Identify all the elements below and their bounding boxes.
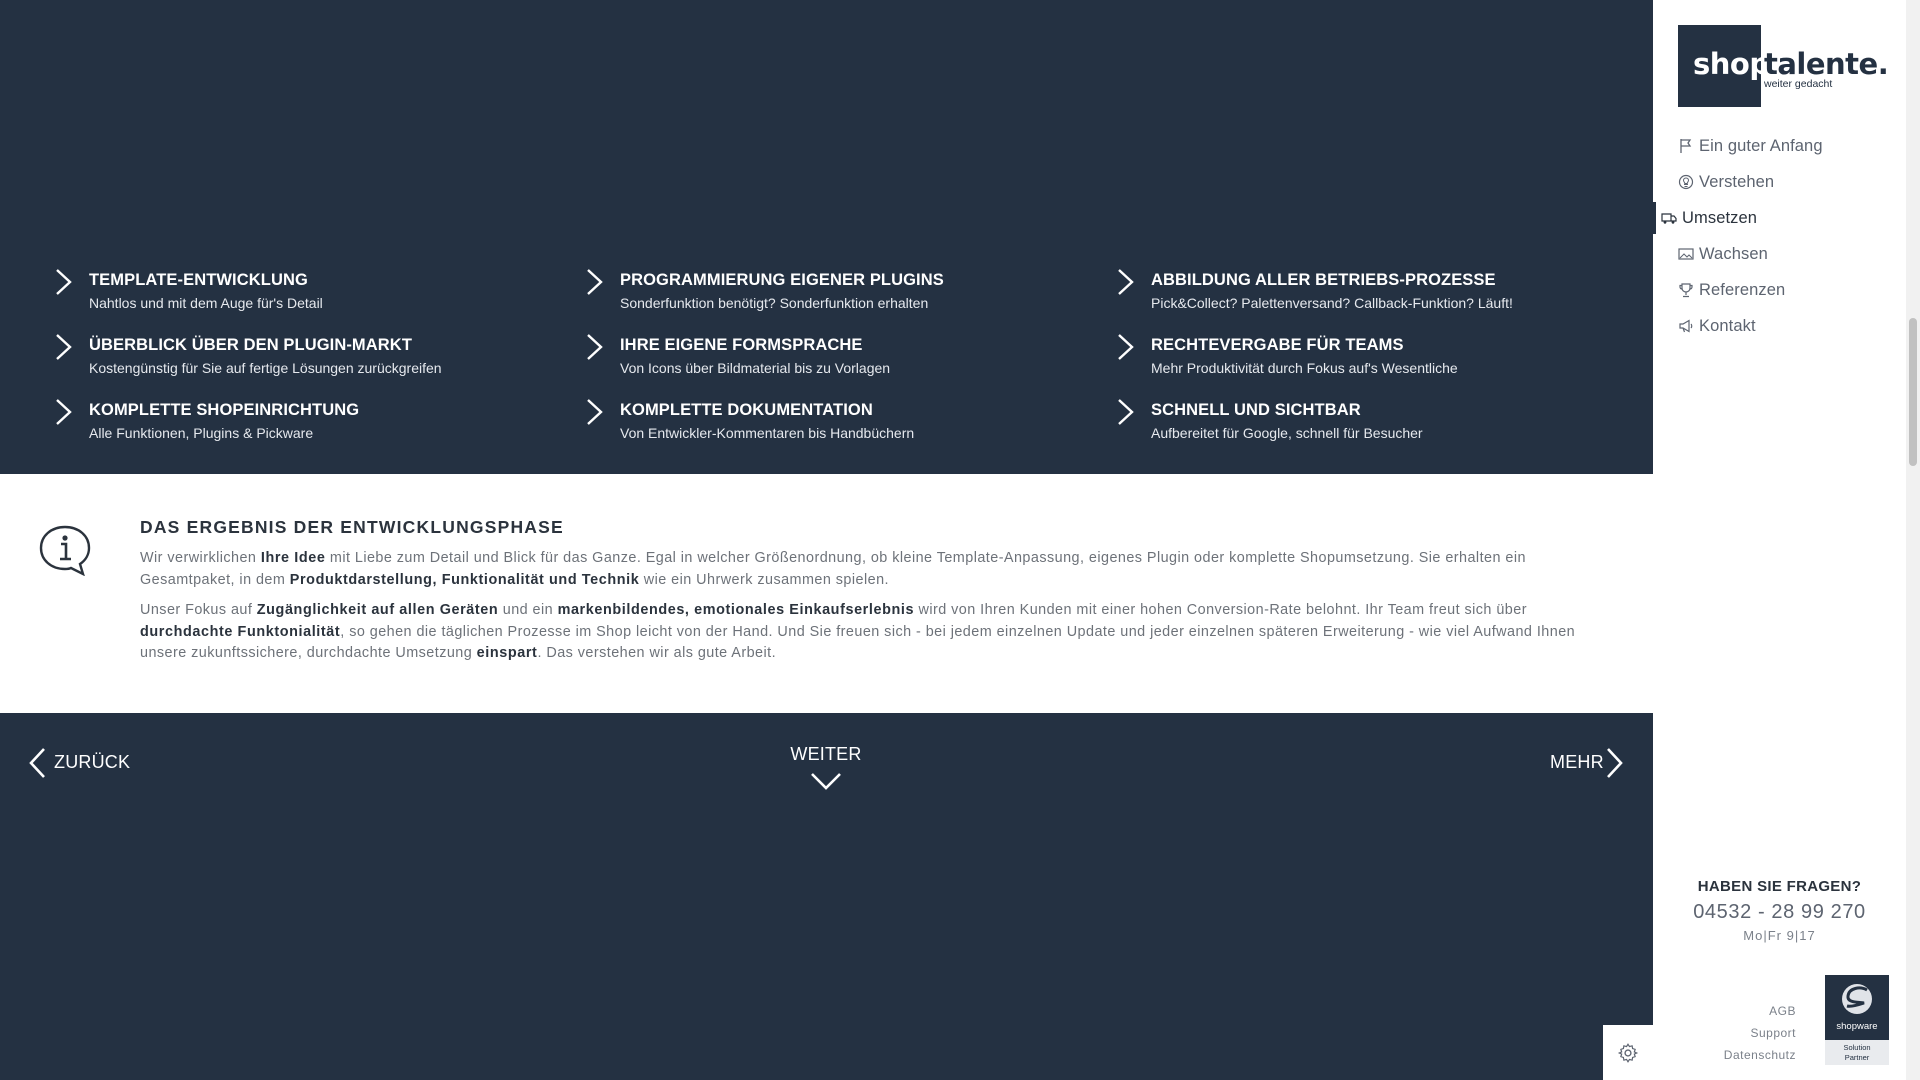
feature-desc: Pick&Collect? Palettenversand? Callback-Funktion? Läuft! [1151, 295, 1513, 311]
logo-claim: weiter gedacht [1764, 78, 1833, 90]
chevron-down-icon [809, 771, 843, 791]
feature-title: ÜBERBLICK ÜBER DEN PLUGIN-MARKT [89, 336, 413, 354]
feature-desc: Sonderfunktion benötigt? Sonderfunktion erhalten [620, 295, 929, 311]
next-label: WEITER [790, 744, 862, 764]
datenschutz-link[interactable]: Datenschutz [1723, 1048, 1796, 1062]
info-speech-bubble-icon [38, 524, 92, 576]
menu-item-ein-guter-anfang[interactable] [1678, 134, 1823, 158]
trophy-icon [1678, 282, 1694, 298]
contact-box [1653, 878, 1906, 943]
support-link[interactable]: Support [1750, 1026, 1796, 1040]
feature-item [53, 255, 573, 311]
menu-label: Verstehen [1699, 172, 1775, 191]
badge-top [1825, 975, 1889, 1040]
logo[interactable] [1678, 25, 1889, 107]
feature-desc: Von Icons über Bildmaterial bis zu Vorlagen [620, 360, 891, 376]
more-button[interactable] [1545, 745, 1625, 781]
lightbulb-icon [1678, 174, 1694, 190]
result-title: DAS ERGEBNIS DER ENTWICKLUNGSPHASE [140, 517, 564, 537]
faq-question: HABEN SIE FRAGEN? [1697, 878, 1862, 895]
menu-label: Kontakt [1699, 316, 1756, 335]
scrollbar-thumb[interactable] [1909, 318, 1917, 466]
flag-icon [1678, 138, 1694, 154]
more-label: MEHR [1550, 752, 1604, 772]
feature-desc: Aufbereitet für Google, schnell für Besucher [1151, 425, 1423, 441]
menu-item-umsetzen[interactable] [1661, 206, 1757, 230]
menu-item-referenzen[interactable] [1678, 278, 1785, 302]
feature-item [1115, 385, 1635, 441]
feature-desc: Von Entwickler-Kommentaren bis Handbüchern [620, 425, 915, 441]
back-label: ZURÜCK [54, 752, 131, 772]
feature-item [584, 320, 1104, 376]
megaphone-icon [1678, 318, 1694, 334]
phone-number[interactable]: 04532 - 28 99 270 [1693, 901, 1866, 923]
feature-item [53, 385, 573, 441]
chevron-right-icon [584, 332, 606, 362]
feature-item [53, 320, 573, 376]
menu-item-wachsen[interactable] [1678, 242, 1768, 266]
chevron-right-icon [53, 267, 75, 297]
feature-desc: Nahtlos und mit dem Auge für's Detail [89, 295, 323, 311]
feature-item [1115, 320, 1635, 376]
feature-title: RECHTEVERGABE FÜR TEAMS [1151, 336, 1404, 354]
menu-label: Wachsen [1699, 244, 1768, 263]
truck-icon [1661, 210, 1677, 226]
feature-item [584, 255, 1104, 311]
feature-title: PROGRAMMIERUNG EIGENER PLUGINS [620, 271, 944, 289]
shopware-logo-icon [1825, 975, 1889, 1021]
chevron-right-icon [1115, 332, 1137, 362]
active-indicator [1653, 202, 1656, 234]
badge-brand: shopware [1836, 1021, 1878, 1032]
opening-hours: Mo|Fr 9|17 [1743, 928, 1816, 943]
chevron-right-icon [1604, 745, 1626, 781]
next-button[interactable] [790, 744, 862, 794]
result-paragraph-1: Wir verwirklichen Ihre Idee mit Liebe zum Detail und Blick für das Ganze. Egal in welcher Größenordnung, ob kleine Template-Anpassung, eigenes Plugin oder komplette Shopumsetzung. Sie erhalten ein Gesamtpaket, in dem Produktdarstellung, Funktionalität und Technik wie ein Uhrwerk zusammen spielen. [140, 550, 1526, 588]
shopware-partner-badge[interactable] [1825, 975, 1889, 1065]
chevron-right-icon [584, 397, 606, 427]
feature-title: ABBILDUNG ALLER BETRIEBS-PROZESSE [1151, 271, 1496, 289]
feature-title: SCHNELL UND SICHTBAR [1151, 401, 1361, 419]
chevron-right-icon [584, 267, 606, 297]
gear-icon [1617, 1042, 1639, 1064]
feature-title: KOMPLETTE SHOPEINRICHTUNG [89, 401, 360, 419]
feature-title: KOMPLETTE DOKUMENTATION [620, 401, 873, 419]
feature-title: IHRE EIGENE FORMSPRACHE [620, 336, 863, 354]
chevron-left-icon [26, 745, 48, 781]
result-paragraph-2: Unser Fokus auf Zugänglichkeit auf allen Geräten und ein markenbildendes, emotionales Einkaufserlebnis wird von Ihren Kunden mit einer hohen Conversion-Rate belohnt. Ihr Team freut sich über durchdachte Funktonialität, so gehen die täglichen Prozesse im Shop leicht von der Hand. Und Sie freuen sich - bei jedem einzelnen Update und jeder einzelnen späteren Erweiterung - wie viel Aufwand Ihnen unsere zukunftssichere, durchdachte Umsetzung einspart. Das verstehen wir als gute Arbeit. [140, 602, 1576, 661]
menu-label: Ein guter Anfang [1699, 136, 1823, 155]
logo-talente: talente. [1764, 47, 1889, 81]
cookie-settings-button[interactable] [1603, 1025, 1653, 1080]
menu-item-kontakt[interactable] [1678, 314, 1756, 338]
feature-title: TEMPLATE-ENTWICKLUNG [89, 271, 308, 289]
menu-label: Umsetzen [1682, 208, 1758, 227]
chevron-right-icon [53, 332, 75, 362]
scrollbar[interactable] [1906, 0, 1920, 1080]
chevron-right-icon [1115, 397, 1137, 427]
badge-caption: Solution Partner [1843, 1043, 1871, 1062]
chevron-right-icon [1115, 267, 1137, 297]
feature-desc: Mehr Produktivität durch Fokus auf's Wesentliche [1151, 360, 1458, 376]
menu-label: Referenzen [1699, 280, 1786, 299]
sidebar [1653, 0, 1906, 1080]
feature-desc: Kostengünstig für Sie auf fertige Lösungen zurückgreifen [89, 360, 442, 376]
agb-link[interactable]: AGB [1769, 1004, 1796, 1018]
logo-shop: shop [1693, 47, 1770, 81]
result-section [0, 474, 1653, 713]
chevron-right-icon [53, 397, 75, 427]
feature-desc: Alle Funktionen, Plugins & Pickware [89, 425, 314, 441]
menu-item-verstehen[interactable] [1678, 170, 1774, 194]
feature-item [584, 385, 1104, 441]
feature-item [1115, 255, 1635, 311]
image-icon [1678, 246, 1694, 262]
